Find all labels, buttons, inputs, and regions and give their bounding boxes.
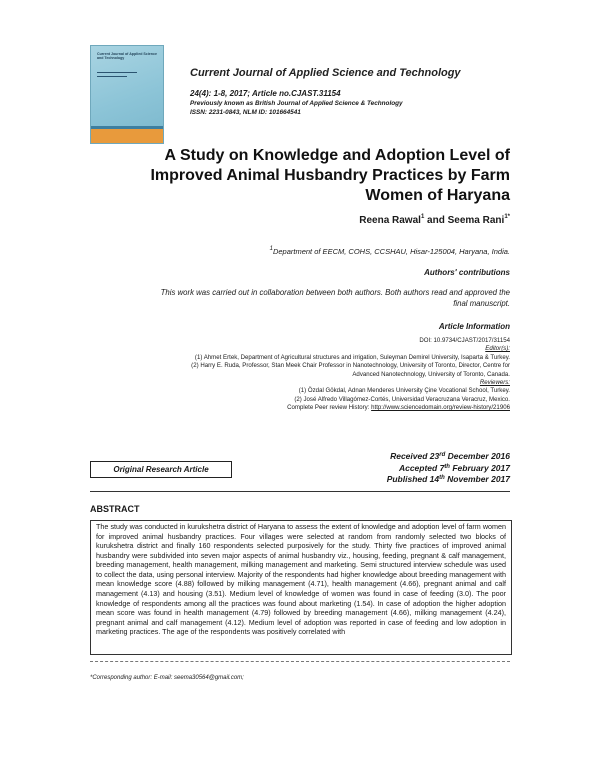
- journal-previous-name: Previously known as British Journal of Applied Science & Technology: [190, 100, 403, 107]
- contributions-line: final manuscript.: [453, 299, 510, 308]
- review-history-label: Complete Peer review History:: [287, 404, 372, 412]
- date-text: November 2017: [444, 474, 510, 484]
- date-ordinal: th: [439, 475, 445, 481]
- contributions-text: [80, 287, 510, 309]
- cover-band: [91, 129, 163, 143]
- article-dates: [387, 451, 510, 486]
- affiliation-text: Department of EECM, COHS, CCSHAU, Hisar-125004, Haryana, India.: [272, 247, 510, 256]
- abstract-heading: ABSTRACT: [90, 504, 140, 514]
- contributions-heading: Authors' contributions: [424, 268, 510, 277]
- date-text: Published 14: [386, 474, 440, 484]
- reviewers-label: Reviewers:: [479, 379, 510, 387]
- abstract-text: The study was conducted in kurukshetra district of Haryana to assess the extent of knowledge and adoption level of farm women for improved animal husbandry practices. Four villages were selected at random from randomly selected two blocks of kurukshetra district and finally 160 respondents selected purposively for the study. Thirty five practices of improved animal husbandry were subdivided into seven major aspects of animal husbandry viz., housing, feeding, pregnant & calf management, breeding management, health management, milking management and marketing. Semi structured interview schedule was used to collect the data, using personal interview. Majority of the respondents had higher knowledge about breeding management with mean knowledge score (4.88) followed by milking management (4.71), health management (4.66), pregnant animal and calf management (4.13) and housing (3.51). Medium level of knowledge of women was found in case of feeding (3.0). The poor knowledge of respondents among all the practices was found about marketing (1.54). In case of adoption the higher adoption mean score was found in health management (4.79) followed by breeding management (4.66), milking management (4.24), pregnant animal and calf management (4.12). Medium level of adoption was reported in case of feeding and low adoption in marketing practices. The age of the respondents was positively correlated with: [96, 522, 506, 637]
- contributions-line: This work was carried out in collaboration between both authors. Both authors read and approved the: [160, 288, 510, 297]
- accepted-date: [387, 463, 510, 475]
- affiliation: [270, 247, 510, 256]
- footnote-divider: [90, 661, 510, 662]
- author-name: Reena Rawal: [359, 215, 421, 226]
- published-date: [387, 474, 510, 486]
- author-name: Seema Rani: [447, 215, 505, 226]
- editor-entry: (2) Harry E. Ruda, Professor, Stan Meek Chair Professor in Nanotechnology, University of Toronto, Director, Centre for: [191, 362, 510, 370]
- review-history: [70, 404, 510, 412]
- date-ordinal: th: [444, 463, 450, 470]
- received-date: [387, 451, 510, 463]
- date-text: December 2016: [445, 451, 510, 461]
- cover-rule: [97, 76, 127, 77]
- editor-entry: Advanced Nanotechnology, University of Toronto, Canada.: [352, 370, 510, 378]
- date-ordinal: rd: [439, 452, 446, 458]
- article-info: [70, 337, 510, 413]
- date-text: Received 23: [390, 451, 440, 461]
- date-text: February 2017: [449, 462, 510, 473]
- paper-title-line: Women of Haryana: [365, 187, 510, 204]
- author-list: [359, 215, 510, 226]
- editor-entry: (1) Ahmet Ertek, Department of Agricultural structures and irrigation, Suleyman Demirel University, Isaparta & Turkey.: [194, 353, 510, 361]
- paper-title-line: A Study on Knowledge and Adoption Level of: [164, 147, 510, 164]
- article-info-heading: Article Information: [438, 322, 510, 331]
- affiliation-mark: 1: [269, 246, 273, 252]
- article-type-badge: Original Research Article: [90, 461, 232, 478]
- paper-title-line: Improved Animal Husbandry Practices by Farm: [150, 167, 510, 184]
- date-text: Accepted 7: [398, 462, 445, 473]
- paper-title: [100, 146, 510, 206]
- journal-cover-image: [90, 45, 164, 144]
- author-affiliation-mark: 1: [420, 214, 425, 220]
- editors-label: Editor(s):: [485, 345, 510, 353]
- author-affiliation-mark: 1*: [504, 214, 510, 220]
- section-divider: [90, 491, 510, 492]
- review-history-link[interactable]: http://www.sciencedomain.org/review-history/21906: [371, 404, 510, 412]
- cover-title: Current Journal of Applied Science and Technology: [97, 52, 157, 61]
- author-separator: and: [424, 215, 448, 226]
- corresponding-author-footnote: *Corresponding author: E-mail: seema30564@gmail.com;: [90, 675, 244, 681]
- journal-issn: ISSN: 2231-0843, NLM ID: 101664541: [190, 109, 301, 116]
- doi: DOI: 10.9734/CJAST/2017/31154: [419, 337, 510, 344]
- reviewer-entry: (1) Özdal Gökdal, Adnan Menderes University Çine Vocational School, Turkey.: [298, 387, 510, 395]
- cover-rule: [97, 72, 137, 73]
- journal-name: Current Journal of Applied Science and Technology: [190, 67, 461, 79]
- journal-volume: 24(4): 1-8, 2017; Article no.CJAST.31154: [190, 89, 341, 98]
- reviewer-entry: (2) José Alfredo Villagómez-Cortés, Universidad Veracruzana Veracruz, Mexico.: [294, 395, 510, 403]
- abstract-box: [90, 520, 512, 655]
